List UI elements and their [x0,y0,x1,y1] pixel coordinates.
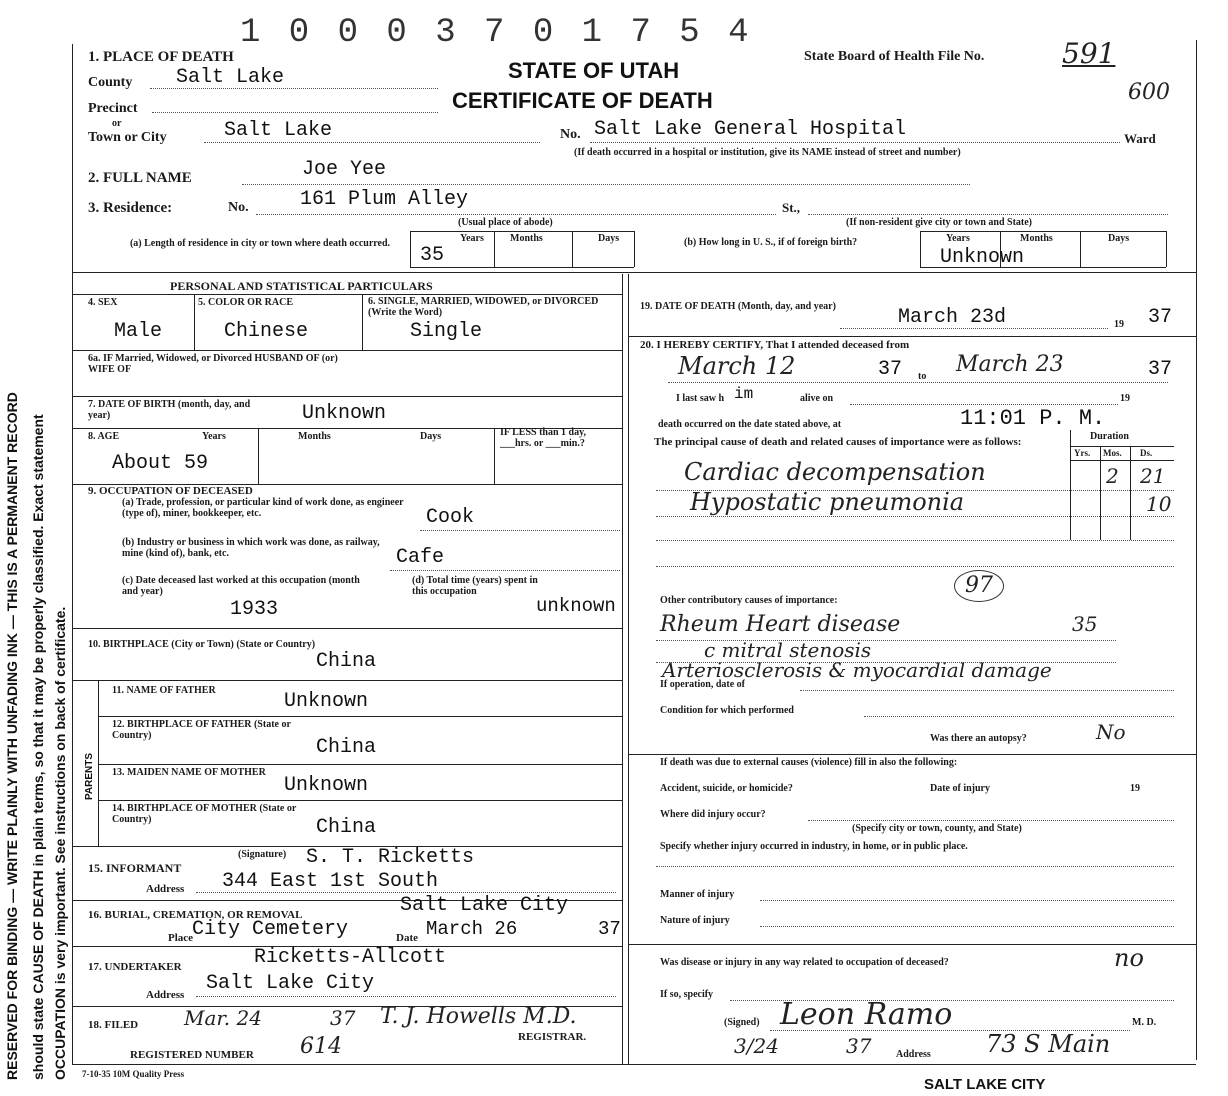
city-footer: SALT LAKE CITY [924,1076,1046,1093]
age-years-label: Years [202,431,226,442]
burial-value: Salt Lake City [400,894,569,917]
spouse-label: 6a. IF Married, Widowed, or Divorced HUSBAND OF (or) WIFE OF [88,353,338,375]
color-label: 5. COLOR OR RACE [198,297,294,308]
father-name-label: 11. NAME OF FATHER [112,685,216,696]
attended-from: March 12 [678,352,796,380]
us-months-label: Months [1020,233,1053,244]
cause-2: Hypostatic pneumonia [690,488,965,516]
occupation-b-value: Cafe [396,546,445,569]
occupation-a-label: (a) Trade, profession, or particular kind of work done, as engineer (type of), miner, bookkeeper, etc. [122,497,404,519]
manner-injury-label: Manner of injury [660,889,735,900]
informant-address-value: 344 East 1st South [222,870,439,893]
undertaker-value: Ricketts-Allcott [254,946,447,969]
occupation-b-label: (b) Industry or business in which work was done, as railway, mine (kind of), bank, etc. [122,537,380,559]
registrar-signature: T. J. Howells M.D. [380,1004,577,1029]
undertaker-address-label: Address [146,989,185,1001]
parents-label: PARENTS [84,752,95,800]
institution-no-label: No. [560,127,581,142]
county-value: Salt Lake [176,66,285,89]
if-so-label: If so, specify [660,989,714,1000]
nonresident-note: (If non-resident give city or town and State) [846,217,1033,228]
usual-abode-note: (Usual place of abode) [458,217,553,228]
town-value: Salt Lake [224,119,333,142]
cause-1: Cardiac decompensation [684,458,986,486]
mos-label: Mos. [1103,448,1122,458]
age-label: 8. AGE [88,431,120,442]
injury-date-label: Date of injury [930,783,990,794]
date-of-death-value: March 23d [898,306,1007,329]
cause-2-days: 10 [1146,492,1172,516]
institution-value: Salt Lake General Hospital [594,118,907,141]
cause-1-days: 21 [1140,464,1166,488]
occupation-related-label: Was disease or injury in any way related to occupation of deceased? [660,957,949,968]
occupation-c-label: (c) Date deceased last worked at this occupation (month and year) [122,575,360,597]
margin-occupation-text: OCCUPATION is very important. See instructions on back of certificate. [52,606,68,1080]
state-title: STATE OF UTAH [508,58,680,83]
operation-label: If operation, date of [660,679,745,690]
certificate-title: CERTIFICATE OF DEATH [452,88,713,113]
occurred-label: death occurred on the date stated above, at [658,419,842,430]
filed-year-value: 37 [330,1006,356,1030]
residence-value: 161 Plum Alley [300,188,469,211]
contributory-1-duration: 35 [1072,612,1098,636]
signature-label: (Signature) [238,849,287,860]
margin-binding-text: RESERVED FOR BINDING — WRITE PLAINLY WITH UNFADING INK — THIS IS A PERMANENT RECORD [4,392,20,1080]
where-injury-label: Where did injury occur? [660,809,766,820]
us-residence-value: Unknown [940,246,1025,269]
town-label: Town or City [88,130,167,145]
certify-label: 20. I HEREBY CERTIFY, That I attended deceased from [640,339,910,351]
father-name-value: Unknown [284,690,369,713]
father-birthplace-label: 12. BIRTHPLACE OF FATHER (State or Country) [112,719,291,741]
cause-1-months: 2 [1106,464,1119,488]
burial-date-label: Date [396,932,418,944]
occupation-d-value: unknown [536,595,616,617]
nature-injury-label: Nature of injury [660,915,730,926]
occupation-d-label: (d) Total time (years) spent in this occupation [412,575,538,597]
informant-label: 15. INFORMANT [88,861,182,875]
registered-number-label: REGISTERED NUMBER [130,1049,254,1061]
burial-year-value: 37 [598,918,621,940]
sex-label: 4. SEX [88,297,118,308]
file-extra: 600 [1128,80,1170,105]
years-label: Years [460,233,484,244]
yrs-label: Yrs. [1074,448,1091,458]
dod-year-prefix: 19 [1114,319,1124,330]
color-value: Chinese [224,320,309,343]
autopsy-value: No [1096,720,1126,744]
physician-address-value: 73 S Main [986,1030,1111,1058]
injury-19-label: 19 [1130,783,1140,794]
burial-label: 16. BURIAL, CREMATION, OR REMOVAL [88,909,303,921]
informant-address-label: Address [146,883,185,895]
father-birthplace-value: China [316,736,377,759]
sex-value: Male [114,320,163,343]
last-saw-value: im [734,385,754,403]
registrar-label: REGISTRAR. [518,1031,587,1043]
birthplace-label: 10. BIRTHPLACE (City or Town) (State or Country) [88,639,316,650]
burial-place-label: Place [168,932,194,944]
margin-instruction-text: should state CAUSE OF DEATH in plain terms, so that it may be properly classified. Exact statement [30,414,46,1080]
alive-19-label: 19 [1120,393,1130,404]
length-years: 35 [420,244,445,267]
us-residence-label: (b) How long in U. S., if of foreign birth? [684,237,858,248]
duration-label: Duration [1090,431,1129,442]
mother-name-label: 13. MAIDEN NAME OF MOTHER [112,767,266,778]
sign-year: 37 [846,1034,872,1058]
county-label: County [88,75,133,90]
autopsy-label: Was there an autopsy? [930,733,1027,744]
alive-label: alive on [800,393,834,404]
date-of-death-year: 37 [1148,306,1173,329]
mother-birthplace-value: China [316,816,377,839]
industry-home-label: Specify whether injury occurred in industry, in home, or in public place. [660,841,968,852]
footer-print: 7-10-35 10M Quality Press [82,1069,185,1079]
attended-to: March 23 [956,352,1064,377]
age-months-label: Months [298,431,331,442]
dob-value: Unknown [302,402,387,425]
personal-header: PERSONAL AND STATISTICAL PARTICULARS [170,279,433,293]
physician-address-label: Address [896,1049,931,1060]
full-name-label: 2. FULL NAME [88,170,192,186]
occupation-label: 9. OCCUPATION OF DECEASED [88,485,253,497]
condition-label: Condition for which performed [660,705,794,716]
undertaker-address-value: Salt Lake City [206,972,375,995]
signed-label: (Signed) [724,1017,760,1028]
occupation-a-value: Cook [426,506,475,529]
md-label: M. D. [1132,1017,1157,1028]
or-label: or [112,118,122,129]
last-saw-label: I last saw h [676,393,725,404]
burial-date-value: March 26 [426,918,518,940]
specify-location-note: (Specify city or town, county, and State) [852,823,1022,834]
marital-label: 6. SINGLE, MARRIED, WIDOWED, or DIVORCED (Write the Word) [368,296,599,318]
filed-value: Mar. 24 [184,1006,262,1030]
marital-value: Single [410,320,483,343]
burial-place-value: City Cemetery [192,918,349,941]
dob-label: 7. DATE OF BIRTH (month, day, and year) [88,399,251,421]
occupation-c-value: 1933 [230,598,279,621]
precinct-label: Precinct [88,101,138,116]
age-value: About 59 [112,452,209,475]
contributory-label: Other contributory causes of importance: [660,595,838,606]
days-label: Days [598,233,620,244]
st-label: St., [782,200,801,215]
mother-name-value: Unknown [284,774,369,797]
residence-no-label: No. [228,200,249,215]
age-days-label: Days [420,431,442,442]
registered-number-value: 614 [300,1034,342,1059]
to-label: to [918,371,927,382]
place-of-death-label: 1. PLACE OF DEATH [88,49,234,65]
accident-label: Accident, suicide, or homicide? [660,783,793,794]
sign-date: 3/24 [734,1034,779,1058]
mother-birthplace-label: 14. BIRTHPLACE OF MOTHER (State or Country) [112,803,297,825]
file-no-label: State Board of Health File No. [804,49,985,64]
institution-note: (If death occurred in a hospital or institution, give its NAME instead of street and number) [574,147,961,158]
ds-label: Ds. [1140,448,1153,458]
date-of-death-label: 19. DATE OF DEATH (Month, day, and year) [640,301,836,312]
occupation-related-value: no [1114,944,1144,972]
classification-code: 97 [954,570,1004,602]
length-of-residence-label: (a) Length of residence in city or town where death occurred. [129,238,391,249]
cause-label: The principal cause of death and related causes of importance were as follows: [654,436,1022,448]
full-name-value: Joe Yee [302,158,387,181]
time-of-death: 11:01 P. M. [960,406,1106,431]
external-causes-label: If death was due to external causes (violence) fill in also the following: [660,757,958,768]
serial-number: 1 0 0 0 3 7 0 1 7 5 4 [240,14,753,52]
us-years-label: Years [946,233,970,244]
birthplace-value: China [316,650,377,673]
attended-to-year: 37 [1148,358,1173,381]
months-label: Months [510,233,543,244]
filed-label: 18. FILED [88,1019,139,1031]
contributory-2: c mitral stenosis [704,638,872,662]
ward-label: Ward [1124,131,1156,146]
less-than-day-label: IF LESS than 1 day, ___hrs. or ___min.? [500,427,587,449]
informant-value: S. T. Ricketts [306,846,475,869]
attended-from-year: 37 [878,358,903,381]
residence-label: 3. Residence: [88,200,173,216]
physician-signature: Leon Ramo [780,997,953,1032]
contributory-1: Rheum Heart disease [660,612,901,637]
file-no: 591 [1062,37,1116,70]
us-days-label: Days [1108,233,1130,244]
contributory-3: Arteriosclerosis & myocardial damage [662,658,1052,682]
undertaker-label: 17. UNDERTAKER [88,961,182,973]
